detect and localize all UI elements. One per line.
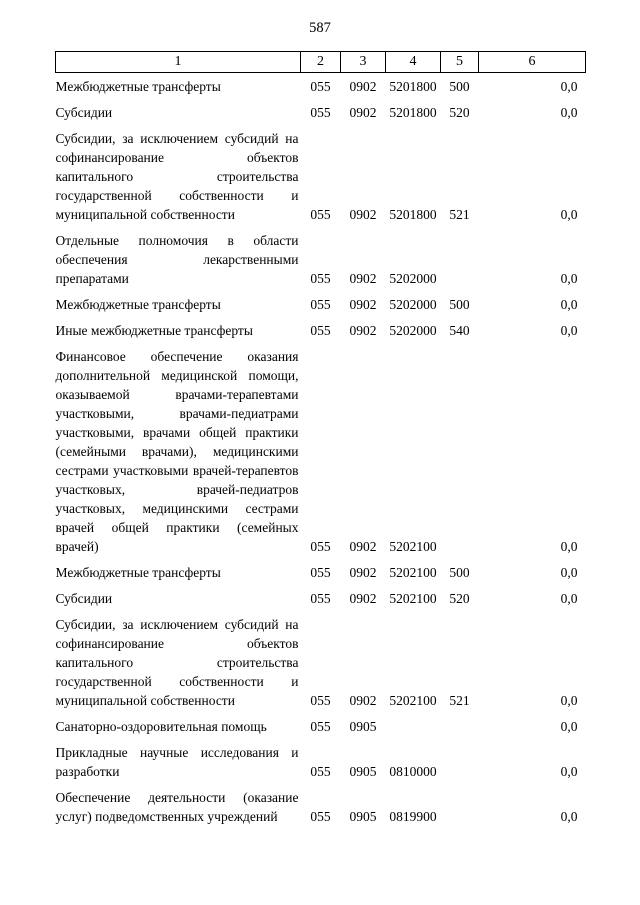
row-amount: 0,0 — [560, 763, 578, 779]
row-code-col5 — [441, 343, 479, 559]
row-code-col2: 055 — [310, 564, 331, 580]
table-row — [56, 99, 586, 125]
row-code-col2: 055 — [310, 78, 331, 94]
table-row — [56, 73, 586, 100]
row-code-col2: 055 — [310, 104, 331, 120]
row-description: Межбюджетные трансферты — [55, 564, 221, 580]
row-code-col4: 5202100 — [389, 564, 437, 580]
row-amount: 0,0 — [560, 296, 578, 312]
row-code-col3: 0902 — [349, 270, 377, 286]
row-code-col4: 5202100 — [389, 538, 437, 554]
row-code-col4: 5202000 — [389, 270, 437, 286]
row-code-col5: 521 — [449, 206, 470, 222]
row-code-col3: 0902 — [349, 564, 377, 580]
row-amount: 0,0 — [560, 718, 578, 734]
row-code-col2: 055 — [310, 270, 331, 286]
row-code-col3: 0905 — [349, 763, 377, 779]
row-code-col4: 5202000 — [389, 322, 437, 338]
row-code-col3: 0902 — [349, 296, 377, 312]
table-row — [56, 559, 586, 585]
row-code-col4: 5202100 — [389, 590, 437, 606]
row-code-col5: 521 — [449, 692, 470, 708]
row-amount: 0,0 — [560, 564, 578, 580]
column-header-4: 4 — [386, 52, 441, 73]
row-code-col4: 5201800 — [389, 206, 437, 222]
table-row — [56, 784, 586, 829]
table-header-row — [56, 52, 586, 73]
row-code-col2: 055 — [310, 206, 331, 222]
table-row — [56, 291, 586, 317]
row-code-col2: 055 — [310, 763, 331, 779]
row-description: Санаторно-оздоровительная помощь — [55, 718, 267, 734]
row-code-col2: 055 — [310, 322, 331, 338]
row-description: Субсидии — [55, 590, 113, 606]
table-row — [56, 227, 586, 291]
row-code-col3: 0902 — [349, 692, 377, 708]
row-code-col3: 0905 — [349, 808, 377, 824]
row-amount: 0,0 — [560, 538, 578, 554]
row-description: Обеспечение деятельности (оказание услуг) подведомственных учреждений — [55, 789, 299, 824]
column-header-2: 2 — [301, 52, 341, 73]
row-code-col3: 0902 — [349, 78, 377, 94]
row-code-col4: 0810000 — [389, 763, 437, 779]
row-code-col5: 500 — [449, 564, 470, 580]
row-code-col5 — [441, 784, 479, 829]
table-row — [56, 125, 586, 227]
table-body — [56, 73, 586, 830]
page-number: 587 — [309, 20, 331, 36]
row-amount: 0,0 — [560, 78, 578, 94]
row-code-col5: 520 — [449, 104, 470, 120]
column-header-1: 1 — [56, 52, 301, 73]
row-code-col2: 055 — [310, 590, 331, 606]
row-amount: 0,0 — [560, 206, 578, 222]
row-code-col2: 055 — [310, 692, 331, 708]
row-code-col2: 055 — [310, 808, 331, 824]
row-amount: 0,0 — [560, 590, 578, 606]
row-description: Отдельные полномочия в области обеспечения лекарственными препаратами — [55, 232, 299, 286]
row-code-col4: 0819900 — [389, 808, 437, 824]
row-amount: 0,0 — [560, 322, 578, 338]
table-row — [56, 739, 586, 784]
row-description: Субсидии, за исключением субсидий на софинансирование объектов капитального строительства государственной собственности и муниципальной собственности — [55, 130, 299, 222]
row-description: Субсидии, за исключением субсидий на софинансирование объектов капитального строительства государственной собственности и муниципальной собственности — [55, 616, 299, 708]
row-amount: 0,0 — [560, 104, 578, 120]
row-code-col4 — [386, 713, 441, 739]
table-row — [56, 317, 586, 343]
row-description: Прикладные научные исследования и разработки — [55, 744, 299, 779]
row-code-col3: 0902 — [349, 538, 377, 554]
row-amount: 0,0 — [560, 270, 578, 286]
column-header-3: 3 — [341, 52, 386, 73]
row-code-col5 — [441, 739, 479, 784]
row-code-col3: 0902 — [349, 590, 377, 606]
row-code-col5: 540 — [449, 322, 470, 338]
row-code-col4: 5201800 — [389, 78, 437, 94]
table-row — [56, 713, 586, 739]
row-code-col2: 055 — [310, 718, 331, 734]
table-row — [56, 343, 586, 559]
row-code-col3: 0902 — [349, 322, 377, 338]
row-code-col3: 0905 — [349, 718, 377, 734]
row-description: Иные межбюджетные трансферты — [55, 322, 253, 338]
row-code-col5 — [441, 713, 479, 739]
row-description: Межбюджетные трансферты — [55, 296, 221, 312]
budget-table — [55, 51, 586, 829]
table-header — [56, 52, 586, 73]
row-code-col3: 0902 — [349, 206, 377, 222]
row-code-col2: 055 — [310, 296, 331, 312]
table-row — [56, 585, 586, 611]
row-code-col5: 500 — [449, 296, 470, 312]
column-header-5: 5 — [441, 52, 479, 73]
table-row — [56, 611, 586, 713]
row-amount: 0,0 — [560, 808, 578, 824]
row-code-col2: 055 — [310, 538, 331, 554]
row-amount: 0,0 — [560, 692, 578, 708]
row-code-col5: 500 — [449, 78, 470, 94]
row-code-col4: 5201800 — [389, 104, 437, 120]
column-header-6: 6 — [479, 52, 586, 73]
row-code-col4: 5202000 — [389, 296, 437, 312]
row-code-col5 — [441, 227, 479, 291]
row-description: Финансовое обеспечение оказания дополнительной медицинской помощи, оказываемой врачами-терапевтами участковыми, врачами-педиатрами участковыми, врачами общей практики (семейными врачами), медицинскими сестрами участковыми врачей-терапевтов участковых, врачей-педиатров участковых, медицинскими сестрами врачей общей практики (семейных врачей) — [55, 348, 299, 554]
row-code-col4: 5202100 — [389, 692, 437, 708]
row-description: Межбюджетные трансферты — [55, 78, 221, 94]
row-code-col3: 0902 — [349, 104, 377, 120]
row-description: Субсидии — [55, 104, 113, 120]
row-code-col5: 520 — [449, 590, 470, 606]
